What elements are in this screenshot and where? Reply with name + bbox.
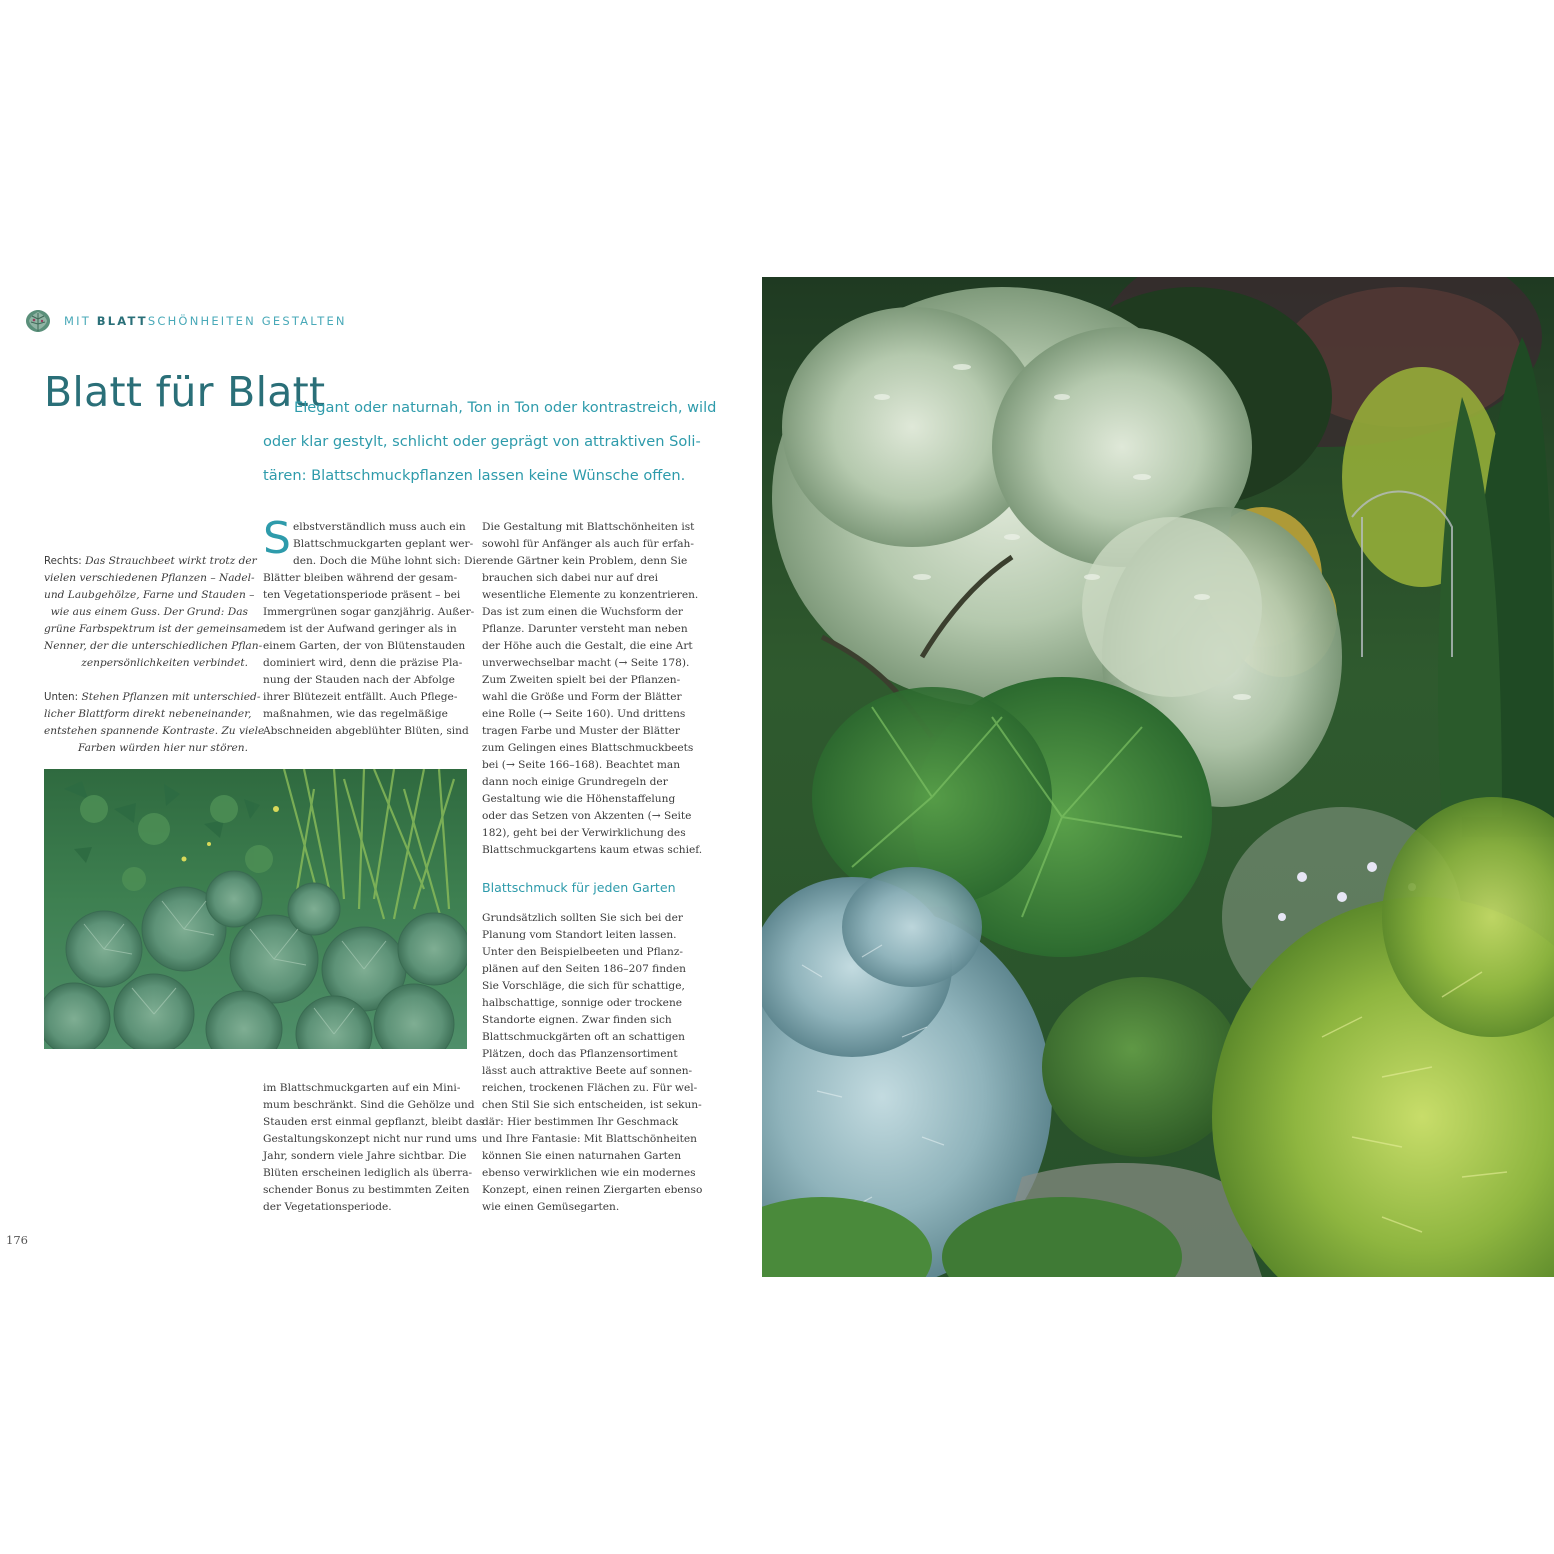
drop-cap: S [263, 513, 291, 564]
body-column-2-bottom: Grundsätzlich sollten Sie sich bei der Planung vom Standort leiten lassen. Unter den Beispielbeeten und Pflanz- plänen auf den Seiten 186–207 finden Sie Vorschläge, die sich für schattige, halbschattige, sonnige oder trockene Standorte eignen. Zwar finden sich Blattschmuckgärten oft an schattigen Plätzen, doch das Pflanzensortiment lässt auch attraktive Beete auf sonnen- reichen, trockenen Flächen zu. Für wel- chen Stil Sie sich entscheiden, ist sekun- där: Hier bestimmen Ihr Geschmack und Ihre Fantasie: Mit Blattschönheiten können Sie einen naturnahen Garten ebenso verwirklichen wie ein modernes Konzept, einen reinen Ziergarten ebenso wie einen Gemüsegarten. [482, 912, 703, 1213]
body-column-1-top: S elbstverständlich muss auch ein Blattschmuckgarten geplant wer- den. Doch die Mühe lohnt sich: Die Blätter bleiben während der gesam- ten Vegetationsperiode präsent – bei Immergrünen sogar ganzjährig. Außer- dem ist der Aufwand geringer als in einem Garten, der von Blütenstauden dominiert wird, denn die präzise Pla- nung der Stauden nach der Abfolge ihrer Blütezeit entfällt. Auch Pflege- maßnahmen, wie das regelmäßige Abschneiden abgeblühter Blüten, sind [263, 513, 483, 737]
caption-below-label: Unten: [44, 692, 79, 703]
caption-below: Unten: Stehen Pflanzen mit unterschied- licher Blattform direkt nebeneinander, entstehen spannende Kontraste. Zu viele Farben würden hier nur stören. [44, 691, 265, 754]
section-header-highlight: BLATT [96, 314, 148, 328]
intro-line-3: tären: Blattschmuckpflanzen lassen keine Wünsche offen. [263, 467, 686, 484]
page-number: 176 [6, 1233, 28, 1247]
intro-line-1: Elegant oder naturnah, Ton in Ton oder kontrastreich, wild [294, 399, 717, 416]
page-title: Blatt für Blatt [44, 368, 326, 416]
photo-green-shrub-border [762, 277, 1554, 1277]
subheading: Blattschmuck für jeden Garten [482, 880, 676, 895]
body-column-2-top: Die Gestaltung mit Blattschönheiten ist sowohl für Anfänger als auch für erfah- rende Gärtner kein Problem, denn Sie brauchen sich dabei nur auf drei wesentliche Elemente zu konzentrieren. Das ist zum einen die Wuchsform der Pflanze. Darunter versteht man neben der Höhe auch die Gestalt, die eine Art unverwechselbar macht (→ Seite 178). Zum Zweiten spielt bei der Pflanzen- wahl die Größe und Form der Blätter eine Rolle (→ Seite 160). Und drittens tragen Farbe und Muster der Blätter zum Gelingen eines Blattschmuckbeets bei (→ Seite 166–168). Beachtet man dann noch einige Grundregeln der Gestaltung wie die Höhenstaffelung oder das Setzen von Akzenten (→ Seite 182), geht bei der Verwirklichung des Blattschmuckgartens kaum etwas schief. [482, 521, 703, 856]
intro-line-2: oder klar gestylt, schlicht oder geprägt von attraktiven Soli- [263, 433, 701, 450]
photo-lady-mantle-leaves [44, 769, 467, 1049]
section-header [24, 306, 347, 336]
body-column-1-bottom: im Blattschmuckgarten auf ein Mini- mum beschränkt. Sind die Gehölze und Stauden erst einmal gepflanzt, bleibt das Gestaltungskonzept nicht nur rund ums Jahr, sondern viele Jahre sichtbar. Die Blüten erscheinen lediglich als überra- schender Bonus zu bestimmten Zeiten der Vegetationsperiode. [263, 1082, 485, 1213]
leaf-icon [24, 307, 52, 335]
caption-right-label: Rechts: [44, 556, 82, 567]
caption-right: Rechts: Das Strauchbeet wirkt trotz der vielen verschiedenen Pflanzen – Nadel- und Laubgehölze, Farne und Stauden – wie aus einem Guss. Der Grund: Das grüne Farbspektrum ist der gemeinsame Nenner, der die unterschiedlichen Pflan- zenpersönlichkeiten verbindet. [44, 555, 264, 669]
section-header-label: MIT BLATTSCHÖNHEITEN GESTALTEN [64, 314, 347, 328]
